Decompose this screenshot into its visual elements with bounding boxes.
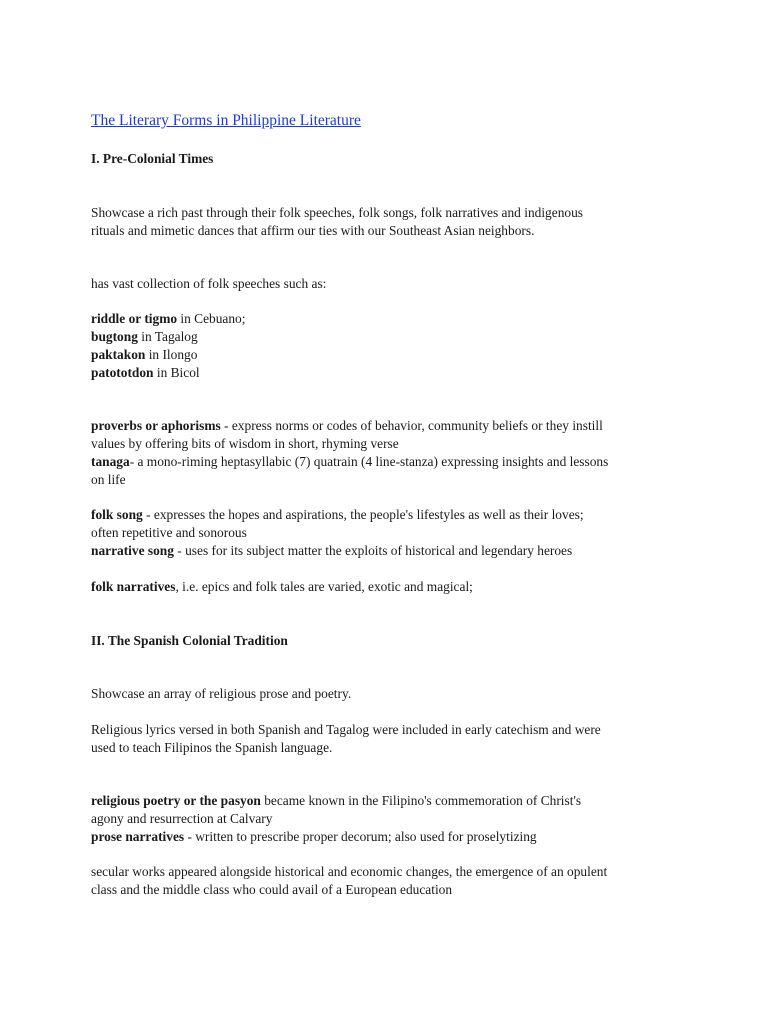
paragraph-line: has vast collection of folk speeches such as:	[91, 276, 327, 291]
term: folk narratives	[91, 579, 176, 594]
definition: - a mono-riming heptasyllabic (7) quatrain (4 line-stanza) expressing insights and lessons	[129, 454, 609, 469]
paragraph-line: Religious lyrics versed in both Spanish and Tagalog were included in early catechism and were	[91, 722, 601, 737]
riddle-item	[91, 328, 691, 346]
definition: in Ilongo	[145, 347, 198, 362]
definition: - uses for its subject matter the exploits of historical and legendary heroes	[173, 543, 573, 558]
paragraph-line	[91, 417, 691, 435]
definition: in Cebuano;	[177, 311, 246, 326]
riddle-item	[91, 310, 691, 328]
definition: , i.e. epics and folk tales are varied, exotic and magical;	[175, 579, 473, 594]
paragraph-line: on life	[91, 472, 126, 487]
riddle-list	[91, 310, 691, 382]
paragraph-line: Showcase an array of religious prose and poetry.	[91, 686, 352, 701]
term: folk song	[91, 507, 143, 522]
paragraph-line: Showcase a rich past through their folk speeches, folk songs, folk narratives and indigenous	[91, 205, 583, 220]
folk-narratives-paragraph	[91, 578, 691, 596]
paragraph-line: class and the middle class who could avail of a European education	[91, 882, 453, 897]
paragraph-line	[91, 578, 691, 596]
paragraph-line	[91, 506, 691, 524]
paragraph-line	[91, 828, 691, 846]
section-heading-spanish-colonial: II. The Spanish Colonial Tradition	[91, 633, 288, 648]
folk-speech-lead	[91, 275, 691, 293]
term: patototdon	[91, 365, 154, 380]
religious-lyrics-paragraph	[91, 721, 691, 757]
section-heading-pre-colonial: I. Pre-Colonial Times	[91, 151, 214, 166]
paragraph-line	[91, 792, 691, 810]
folk-song-paragraph	[91, 506, 691, 560]
pasyon-paragraph	[91, 792, 691, 846]
definition: - written to prescribe proper decorum; also used for proselytizing	[184, 829, 537, 844]
document-title-link[interactable]: The Literary Forms in Philippine Literature	[91, 112, 361, 129]
term: tanaga	[91, 454, 130, 469]
term: religious poetry or the pasyon	[91, 793, 261, 808]
term: paktakon	[91, 347, 146, 362]
pre-colonial-intro-paragraph	[91, 204, 691, 240]
term: bugtong	[91, 329, 138, 344]
paragraph-line: rituals and mimetic dances that affirm our ties with our Southeast Asian neighbors.	[91, 223, 535, 238]
paragraph-line: used to teach Filipinos the Spanish language.	[91, 740, 333, 755]
paragraph-line	[91, 542, 691, 560]
paragraph-line: values by offering bits of wisdom in short, rhyming verse	[91, 436, 399, 451]
paragraph-line: often repetitive and sonorous	[91, 525, 247, 540]
term: riddle or tigmo	[91, 311, 178, 326]
term: prose narratives	[91, 829, 185, 844]
term: proverbs or aphorisms	[91, 418, 221, 433]
term: narrative song	[91, 543, 174, 558]
riddle-item	[91, 346, 691, 364]
definition: in Bicol	[153, 365, 200, 380]
secular-works-paragraph	[91, 863, 691, 899]
definition: in Tagalog	[137, 329, 198, 344]
definition: - express norms or codes of behavior, community beliefs or they instill	[220, 418, 603, 433]
riddle-item	[91, 364, 691, 382]
paragraph-line	[91, 453, 691, 471]
definition: - expresses the hopes and aspirations, the people's lifestyles as well as their loves;	[142, 507, 584, 522]
proverbs-tanaga-paragraph	[91, 417, 691, 489]
paragraph-line: secular works appeared alongside historical and economic changes, the emergence of an opulent	[91, 864, 608, 879]
definition: became known in the Filipino's commemoration of Christ's	[260, 793, 582, 808]
spanish-intro-paragraph	[91, 685, 691, 703]
paragraph-line: agony and resurrection at Calvary	[91, 811, 273, 826]
